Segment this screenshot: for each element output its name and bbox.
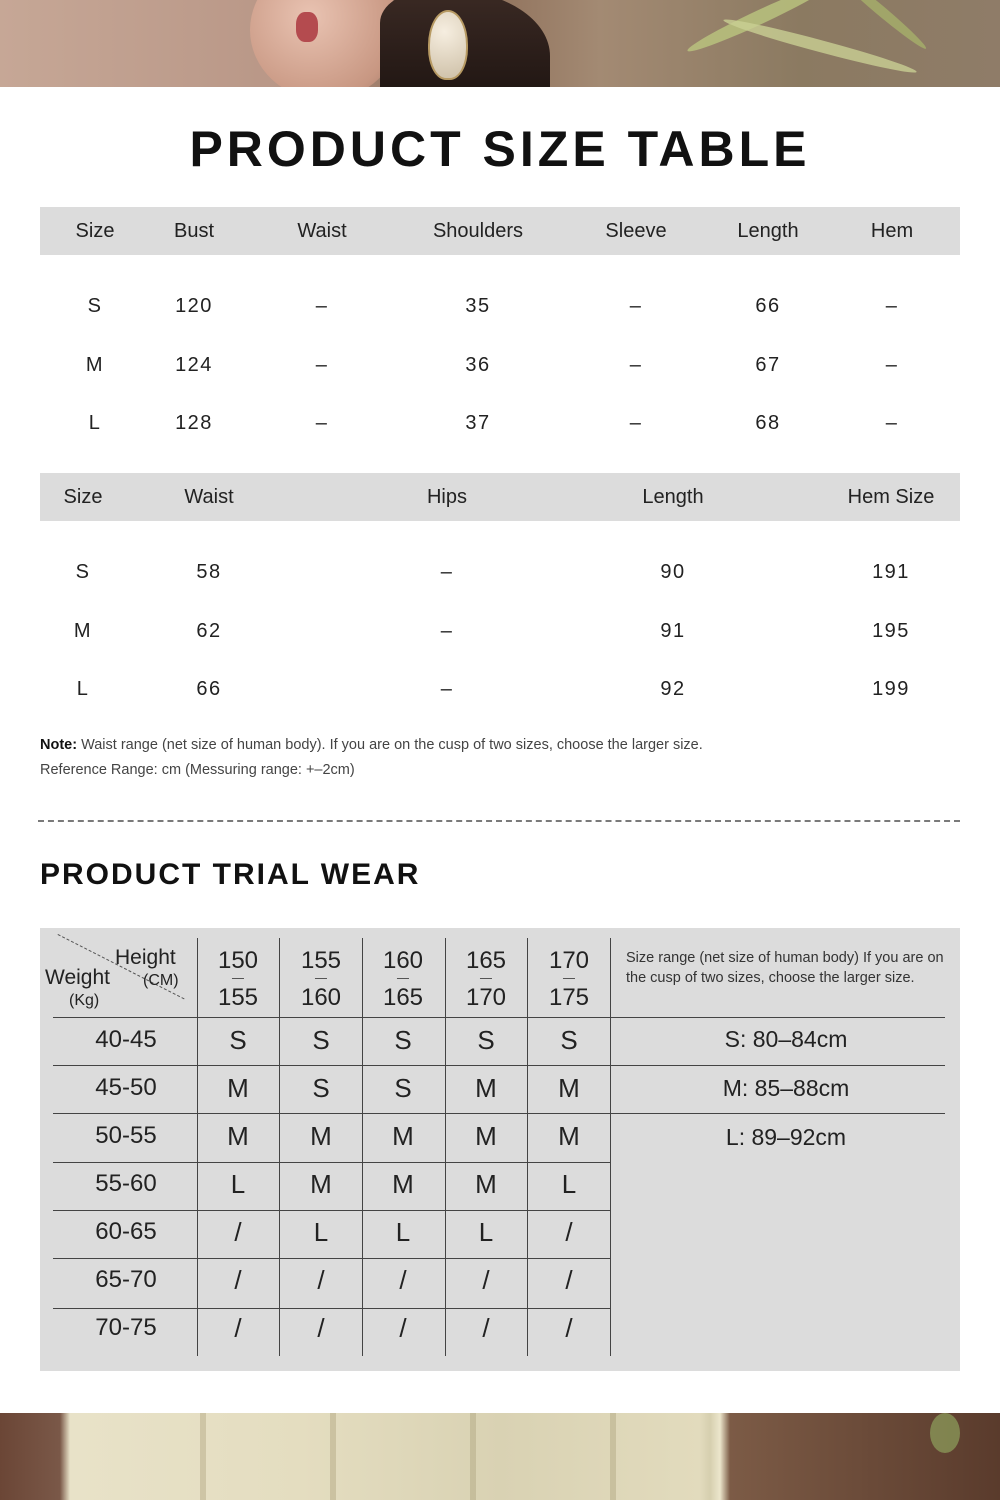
grid-line [610, 938, 611, 1356]
size-range-note: Size range (net size of human body) If you are on the cusp of two sizes, choose the larger size. [626, 950, 944, 986]
column-header: Hips [426, 486, 468, 508]
page-title: PRODUCT SIZE TABLE [189, 121, 811, 177]
size-cell: L [313, 1217, 329, 1247]
height-from: 155 [300, 947, 342, 974]
column-header: Waist [184, 486, 234, 508]
table-cell: – [885, 354, 899, 376]
table-cell: – [315, 295, 329, 317]
earring [428, 10, 468, 80]
table-cell: 91 [660, 620, 686, 642]
weight-header: Weight [45, 966, 110, 989]
dress-fold [610, 1413, 616, 1500]
height-range [466, 942, 506, 1016]
table-cell: 66 [755, 295, 781, 317]
table-cell: – [629, 412, 643, 434]
table-cell: 90 [660, 561, 686, 583]
bottom-table-header [40, 473, 960, 521]
table-cell: – [315, 354, 329, 376]
table-cell: – [440, 678, 454, 700]
size-cell: / [399, 1265, 407, 1295]
table-cell: – [629, 354, 643, 376]
weight-range: 55-60 [95, 1170, 157, 1197]
grid-line [445, 938, 446, 1356]
column-header: Waist [297, 220, 347, 242]
grid-line [53, 1113, 945, 1114]
weight-range: 65-70 [95, 1266, 157, 1293]
size-cell: S [229, 1025, 247, 1055]
height-range [549, 942, 589, 1016]
grid-line [279, 938, 280, 1356]
table-cell: 37 [465, 412, 491, 434]
column-header: Sleeve [605, 220, 667, 242]
column-header: Length [642, 486, 704, 508]
height-to: 160 [300, 984, 342, 1011]
size-cell: S [394, 1025, 412, 1055]
table-cell: 191 [872, 561, 910, 583]
size-cell: S [394, 1073, 412, 1103]
height-from: 170 [548, 947, 590, 974]
dress-fold [330, 1413, 336, 1500]
size-cell: S [477, 1025, 495, 1055]
trial-title: PRODUCT TRIAL WEAR [40, 858, 421, 891]
table-cell: – [440, 561, 454, 583]
weight-range: 70-75 [95, 1314, 157, 1341]
grid-line [197, 938, 198, 1356]
table-cell: L [76, 678, 90, 700]
size-cell: / [482, 1265, 490, 1295]
height-header: Height [115, 946, 176, 969]
height-from: 165 [465, 947, 507, 974]
model-face [250, 0, 400, 87]
size-cell: / [317, 1265, 325, 1295]
weight-range: 60-65 [95, 1218, 157, 1245]
note-text: Waist range (net size of human body). If you are on the cusp of two sizes, choose the larger size. [77, 737, 703, 753]
table-cell: – [885, 295, 899, 317]
column-header: Hem Size [847, 486, 935, 508]
table-cell: 92 [660, 678, 686, 700]
cm-unit: (CM) [143, 972, 179, 989]
size-range: L: 89–92cm [725, 1124, 847, 1150]
size-cell: M [227, 1073, 249, 1103]
size-cell: L [478, 1217, 494, 1247]
size-cell: S [560, 1025, 578, 1055]
top-product-photo [0, 0, 1000, 87]
weight-range: 50-55 [95, 1122, 157, 1149]
size-cell: M [392, 1121, 414, 1151]
size-cell: M [558, 1121, 580, 1151]
size-range: S: 80–84cm [724, 1026, 848, 1052]
dress-fold [470, 1413, 476, 1500]
size-cell: / [565, 1265, 573, 1295]
height-from: 150 [217, 947, 259, 974]
size-cell: M [475, 1121, 497, 1151]
table-cell: 124 [175, 354, 213, 376]
size-cell: / [234, 1217, 242, 1247]
trial-wear-table [40, 928, 960, 1371]
dress-fold [200, 1413, 206, 1500]
reference-range: Reference Range: cm (Messuring range: +–2cm) [40, 762, 355, 778]
size-cell: / [565, 1313, 573, 1343]
size-cell: / [565, 1217, 573, 1247]
table-cell: M [85, 354, 105, 376]
size-cell: / [234, 1313, 242, 1343]
size-cell: M [392, 1169, 414, 1199]
size-cell: M [558, 1073, 580, 1103]
column-header: Hem [870, 220, 914, 242]
table-cell: 128 [175, 412, 213, 434]
table-cell: – [440, 620, 454, 642]
weight-range: 45-50 [95, 1074, 157, 1101]
section-divider [38, 820, 960, 822]
table-cell: 68 [755, 412, 781, 434]
height-to: 155 [217, 984, 259, 1011]
plant [930, 1413, 960, 1453]
size-cell: / [234, 1265, 242, 1295]
column-header: Length [737, 220, 799, 242]
table-cell: 66 [196, 678, 222, 700]
bottom-product-photo [0, 1413, 1000, 1500]
table-cell: S [87, 295, 103, 317]
note-label: Note: [40, 737, 78, 753]
weight-range: 40-45 [95, 1026, 157, 1053]
size-cell: M [310, 1121, 332, 1151]
table-cell: S [75, 561, 91, 583]
grid-line [53, 1017, 945, 1018]
height-to: 170 [465, 984, 507, 1011]
grid-line [527, 938, 528, 1356]
size-cell: M [227, 1121, 249, 1151]
column-header: Shoulders [432, 220, 524, 242]
plant-leaf [831, 0, 929, 52]
note-line [40, 737, 703, 753]
size-cell: L [561, 1169, 577, 1199]
table-cell: M [73, 620, 93, 642]
size-cell: S [312, 1073, 330, 1103]
size-range: M: 85–88cm [722, 1075, 850, 1101]
size-cell: M [310, 1169, 332, 1199]
height-to: 175 [548, 984, 590, 1011]
height-range [301, 942, 341, 1016]
table-cell: – [885, 412, 899, 434]
table-cell: L [88, 412, 102, 434]
column-header: Bust [173, 220, 215, 242]
table-cell: 120 [175, 295, 213, 317]
column-header: Size [75, 220, 115, 242]
grid-line [362, 938, 363, 1356]
size-cell: M [475, 1073, 497, 1103]
size-cell: / [317, 1313, 325, 1343]
size-cell: M [475, 1169, 497, 1199]
model-lips [296, 12, 318, 42]
height-range [383, 942, 423, 1016]
table-cell: 199 [872, 678, 910, 700]
table-cell: 36 [465, 354, 491, 376]
table-cell: – [315, 412, 329, 434]
size-cell: L [230, 1169, 246, 1199]
table-cell: 58 [196, 561, 222, 583]
table-cell: 62 [196, 620, 222, 642]
height-range [218, 942, 258, 1016]
height-from: 160 [382, 947, 424, 974]
table-cell: 35 [465, 295, 491, 317]
kg-unit: (Kg) [69, 992, 100, 1009]
size-cell: / [482, 1313, 490, 1343]
size-cell: L [395, 1217, 411, 1247]
size-cell: S [312, 1025, 330, 1055]
table-cell: 67 [755, 354, 781, 376]
height-to: 165 [382, 984, 424, 1011]
grid-line [53, 1065, 945, 1066]
table-cell: 195 [872, 620, 910, 642]
table-cell: – [629, 295, 643, 317]
size-cell: / [399, 1313, 407, 1343]
column-header: Size [63, 486, 103, 508]
